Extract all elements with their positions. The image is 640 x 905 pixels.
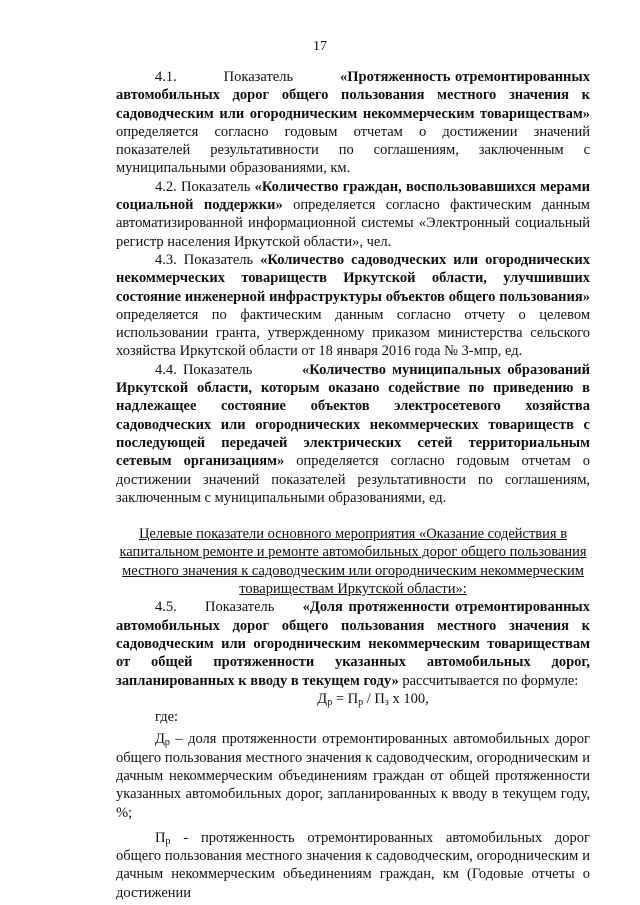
definition-text: - протяженность отремонтированных автомобильных дорог общего пользования местного значения к садоводческим, огородническим и дачным некоммерческим объединениям граждан, км (Годовые отчеты о достижении bbox=[116, 829, 590, 901]
document-body bbox=[116, 68, 590, 902]
where-label: где: bbox=[155, 709, 179, 726]
formula bbox=[116, 690, 590, 708]
indicator-title: «Количество муниципальных образований Иркутской области, которым оказано содействие по приведению в надлежащее состояние объектов электросетевого хозяйства садоводческих или огороднических некоммерческих товариществ с последующей передачей электрических сетей территориальным сетевым организациям» bbox=[116, 361, 590, 470]
definition-sub: р bbox=[165, 835, 171, 847]
paragraph-4-4 bbox=[116, 361, 590, 507]
paragraph-4-5 bbox=[116, 598, 590, 689]
definition-d bbox=[116, 730, 590, 821]
formula-tail: х 100, bbox=[388, 690, 429, 707]
formula-p-sub: р bbox=[358, 696, 364, 708]
definition-sub: р bbox=[164, 737, 170, 749]
definition-p bbox=[116, 829, 590, 902]
spacer bbox=[116, 507, 590, 525]
item-lead: 4.5. Показатель bbox=[155, 599, 303, 616]
formula-d-sub: р bbox=[327, 696, 333, 708]
item-lead: 4.4. Показатель bbox=[155, 361, 303, 378]
indicator-title: «Доля протяженности отремонтированных автомобильных дорог общего пользования местного значения к садоводческим или огородническим некоммерческим товариществам от общей протяженности указанных автомобильных дорог, запланированных к вводу в текущем году» bbox=[116, 599, 590, 689]
indicator-title: «Количество граждан, воспользовавшихся мерами социальной поддержки» bbox=[116, 178, 590, 214]
indicator-title: «Протяженность отремонтированных автомобильных дорог общего пользования местного значения к садоводческим или огородническим некоммерческим товариществам» bbox=[116, 69, 590, 122]
formula-pz-sub: з bbox=[384, 696, 389, 708]
item-text: определяется по фактическим данным согласно отчету о целевом использовании гранта, утвержденному приказом министерства сельского хозяйства Иркутской области от 18 января 2016 года № 3-мпр, ед. bbox=[116, 306, 590, 360]
section-heading: Целевые показатели основного мероприятия «Оказание содействия в капитальном ремонте и ремонте автомобильных дорог общего пользования местного значения к садоводческим или огородническим некоммерческим товариществам Иркутской области»: bbox=[119, 526, 587, 598]
item-lead: 4.1. Показатель bbox=[155, 69, 340, 85]
formula-d: Д bbox=[317, 690, 328, 707]
indicator-title: «Количество садоводческих или огороднических некоммерческих товариществ Иркутской области, улучшивших состояние инженерной инфраструктуры объектов общего пользования» bbox=[116, 251, 590, 305]
paragraph-4-3 bbox=[116, 251, 590, 361]
paragraph-4-1 bbox=[116, 68, 590, 178]
formula-div: / П bbox=[363, 690, 385, 707]
item-text: определяется согласно годовым отчетам о достижении значений показателей результативности по соглашениям, заключенным с муниципальными образованиями, ед. bbox=[116, 453, 590, 506]
definition-symbol: П bbox=[155, 829, 166, 846]
definition-symbol: Д bbox=[155, 731, 165, 748]
item-lead: 4.2. Показатель bbox=[155, 178, 255, 195]
item-text: определяется согласно годовым отчетам о достижении значений показателей результативности по соглашениям, заключенным с муниципальными образованиями, км. bbox=[116, 123, 590, 177]
item-text: определяется согласно фактическим данным автоматизированной информационной системы «Электронный социальный регистр населения Иркутской области», чел. bbox=[116, 197, 590, 250]
formula-eq: = П bbox=[332, 690, 359, 707]
paragraph-4-2 bbox=[116, 178, 590, 251]
item-text: рассчитывается по формуле: bbox=[398, 672, 579, 689]
item-lead: 4.3. Показатель bbox=[155, 251, 261, 268]
page-number: 17 bbox=[313, 39, 327, 54]
definition-text: – доля протяженности отремонтированных автомобильных дорог общего пользования местного значения к садоводческим, огородническим и дачным некоммерческим объединениям граждан от общей протяженности указанных автомобильных дорог, запланированных к вводу в текущем году, %; bbox=[116, 731, 590, 821]
